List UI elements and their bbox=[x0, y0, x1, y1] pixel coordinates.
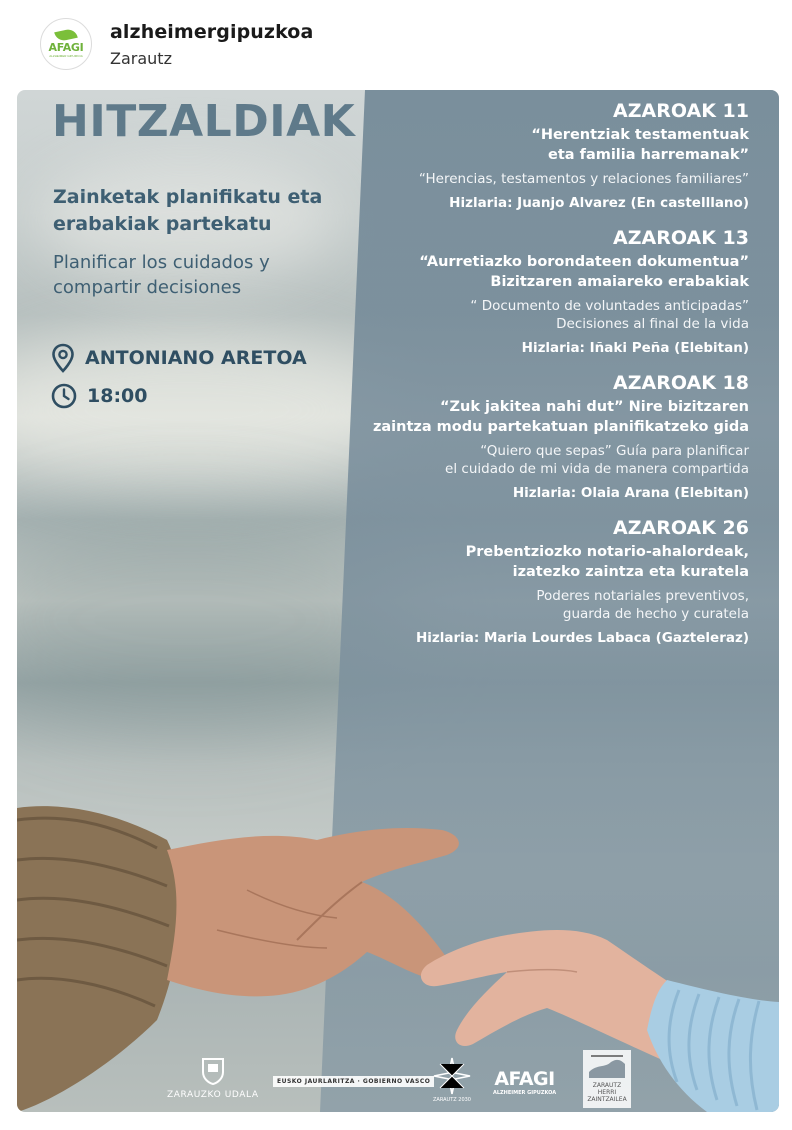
event-speaker: Hizlaria: Maria Lourdes Labaca (Gazteleraz) bbox=[415, 630, 749, 646]
event-spanish-title: “Quiero que sepas” Guía para planificar bbox=[480, 443, 749, 459]
sponsor-logos bbox=[17, 1050, 779, 1112]
venue-name: ANTONIANO ARETOA bbox=[85, 347, 307, 369]
event-title-line: eta familia harremanak” bbox=[548, 147, 749, 163]
event-title-line: izatezko zaintza eta kuratela bbox=[512, 564, 749, 580]
venue-row bbox=[51, 343, 307, 373]
poster-title: HITZALDIAK bbox=[52, 96, 356, 147]
event-title-line: “Herentziak testamentuak bbox=[531, 127, 749, 143]
gobierno-vasco-logo: EUSKO JAURLARITZA · GOBIERNO VASCO bbox=[273, 1076, 434, 1087]
landscape-icon bbox=[587, 1050, 627, 1080]
post-image[interactable] bbox=[17, 90, 779, 1112]
avatar-logo-text: AFAGI bbox=[48, 41, 84, 54]
event-item bbox=[329, 225, 749, 357]
event-list bbox=[329, 98, 749, 660]
poster-subtitle-spanish: Planificar los cuidados y compartir decisiones bbox=[53, 252, 270, 298]
post-header bbox=[0, 0, 792, 88]
location-pin-icon bbox=[51, 343, 75, 373]
account-name[interactable]: alzheimergipuzkoa bbox=[110, 20, 314, 43]
event-date: AZAROAK 18 bbox=[613, 372, 749, 394]
event-time: 18:00 bbox=[87, 385, 148, 407]
time-row bbox=[51, 383, 147, 409]
event-title-line: “Aurretiazko borondateen dokumentua” bbox=[419, 254, 749, 270]
avatar[interactable] bbox=[40, 18, 92, 70]
event-item bbox=[329, 98, 749, 212]
event-item bbox=[329, 515, 749, 647]
avatar-logo-subtext: ALZHEIMER GIPUZKOA bbox=[49, 54, 83, 58]
event-title-line: “Zuk jakitea nahi dut” Nire bizitzaren bbox=[439, 399, 749, 415]
event-item bbox=[329, 370, 749, 502]
account-info bbox=[110, 21, 313, 68]
event-spanish-title: guarda de hecho y curatela bbox=[562, 606, 749, 622]
zarautz-2030-logo: ZARAUTZ 2030 bbox=[432, 1056, 472, 1103]
event-spanish-title: Poderes notariales preventivos, bbox=[536, 588, 749, 604]
event-speaker: Hizlaria: Olaia Arana (Elebitan) bbox=[512, 485, 749, 501]
event-date: AZAROAK 26 bbox=[613, 517, 749, 539]
afagi-logo: AFAGI ALZHEIMER GIPUZKOA bbox=[493, 1068, 557, 1096]
event-spanish-title: “ Documento de voluntades anticipadas” bbox=[470, 298, 749, 314]
event-date: AZAROAK 11 bbox=[613, 100, 749, 122]
post-location[interactable]: Zarautz bbox=[110, 48, 172, 68]
clock-icon bbox=[51, 383, 77, 409]
event-title-line: zaintza modu partekatuan planifikatzeko gida bbox=[372, 419, 749, 435]
coat-of-arms-icon bbox=[200, 1056, 226, 1086]
herri-zaintzailea-logo: ZARAUTZ HERRI ZAINTZAILEA bbox=[583, 1050, 631, 1108]
event-speaker: Hizlaria: Iñaki Peña (Elebitan) bbox=[521, 340, 749, 356]
hands-illustration bbox=[17, 690, 779, 1112]
poster-subtitle-basque: Zainketak planifikatu eta erabakiak partekatu bbox=[53, 186, 323, 235]
event-speaker: Hizlaria: Juanjo Alvarez (En castelllano) bbox=[449, 195, 749, 211]
event-title-line: Bizitzaren amaiareko erabakiak bbox=[490, 274, 749, 290]
event-date: AZAROAK 13 bbox=[613, 227, 749, 249]
compass-star-icon bbox=[432, 1056, 472, 1096]
event-spanish-title: “Herencias, testamentos y relaciones familiares” bbox=[418, 171, 749, 187]
event-title-line: Prebentziozko notario-ahalordeak, bbox=[465, 544, 749, 560]
zarautz-udala-logo: ZARAUZKO UDALA bbox=[167, 1056, 259, 1100]
event-spanish-title: Decisiones al final de la vida bbox=[556, 316, 749, 332]
event-spanish-title: el cuidado de mi vida de manera compartida bbox=[445, 461, 749, 477]
